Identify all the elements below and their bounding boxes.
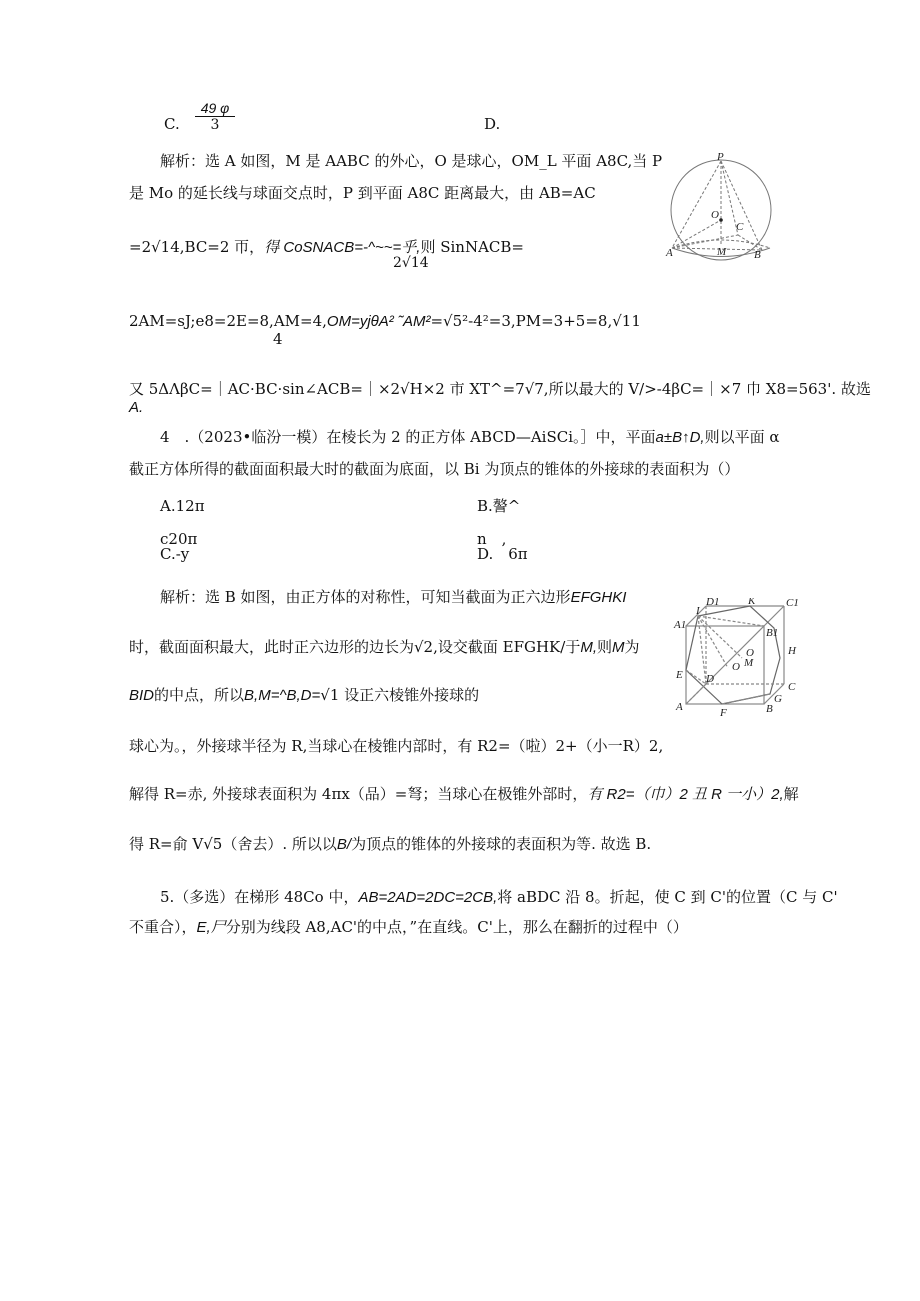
- q4-option-d-top: n ,: [477, 530, 507, 548]
- q4-text: 解得 R=赤, 外接球表面积为 4πx（品）=弩；当球心在极锥外部时，: [129, 785, 588, 803]
- fig-label: O: [711, 209, 719, 221]
- q4-text: 解: [783, 785, 799, 803]
- q4-solution-line: [129, 638, 640, 657]
- q4-text: 则: [597, 638, 613, 656]
- q4-text-italic: M: [612, 639, 625, 656]
- q3-denominator: 4: [273, 330, 283, 348]
- q5-text-italic: E,尸: [196, 919, 226, 936]
- q4-text: 得 R=俞 V√5（舍去）. 所以以: [129, 835, 337, 853]
- q4-solution-line: [129, 686, 479, 705]
- q3-text-italic: 得 CoSNACB=-^~~=乎,: [264, 239, 421, 256]
- fig-label: D1: [706, 598, 720, 608]
- fig-label: C: [788, 681, 796, 693]
- fig-label: D: [706, 673, 714, 685]
- q4-text: 时，截面面积最大，此时正六边形的边长为√2,设交截面 EFGHK/于: [129, 638, 581, 656]
- fig-label: A: [676, 701, 683, 713]
- option-c-numerator: 49 φ: [195, 100, 235, 117]
- fig-label: E: [676, 669, 683, 681]
- fig-label: P: [717, 151, 724, 163]
- option-c-label: C.: [164, 115, 180, 133]
- q5-text: 分别为线段 A8,AC'的中点，”在直线。C'上，那么在翻折的过程中（）: [225, 918, 688, 936]
- option-c-fraction: [195, 100, 235, 133]
- fig-label: M: [717, 246, 727, 258]
- fig-label: F: [720, 707, 727, 719]
- q3-text: =√5²-4²=3,PM=3+5=8,√11: [430, 312, 641, 330]
- q4-text: 解析：选 B 如图，由正方体的对称性，可知当截面为正六边形: [160, 588, 571, 606]
- fig-label: A: [666, 247, 673, 259]
- q5-text: 5.（多选）在梯形 48Co 中，: [160, 888, 359, 906]
- fig-label: B: [754, 249, 761, 261]
- q4-solution-line: 球心为。，外接球半径为 R,当球心在棱锥内部时，有 R2=（啦）2+（小一R）2,: [129, 737, 664, 755]
- fig-label: I: [696, 605, 700, 617]
- q3-text: 则 SinNACB=: [420, 238, 524, 256]
- option-d-label: D.: [484, 115, 501, 133]
- q3-solution-line: 解析：选 A 如图，M 是 AABC 的外心，O 是球心，OM_L 平面 A8C,当 P: [160, 152, 663, 170]
- q4-text: 的中点，所以: [154, 686, 245, 704]
- q4-option-c-top: c20π: [160, 530, 198, 548]
- q3-solution-line: 是 Mo 的延长线与球面交点时，P 到平面 A8C 距离最大，由 AB=AC: [129, 184, 596, 202]
- q4-text-italic: 有 R2=（巾）2 丑 R 一小）2,: [587, 786, 784, 803]
- q4-text: √1 设正六棱锥外接球的: [320, 686, 480, 704]
- q4-text-italic: EFGHKI: [570, 589, 627, 606]
- q5-text: 不重合），: [129, 918, 197, 936]
- fig-label: H: [788, 645, 796, 657]
- fig-label: O: [746, 647, 754, 659]
- q4-text: 为顶点的锥体的外接球的表面积为等. 故选 B.: [351, 835, 652, 853]
- q4-solution-line: [129, 785, 799, 804]
- q5-stem-line: [129, 918, 688, 937]
- fig-label: O: [732, 661, 740, 673]
- option-c-denominator: 3: [210, 117, 220, 133]
- q4-option-b: B.謷^: [477, 497, 521, 515]
- q4-text-italic: B,M=^B,D=: [244, 687, 321, 704]
- q3-solution-line: 又 5ΔΛβC=｜AC·BC·sin∠ACB=｜×2√H×2 市 XT^=7√7,所以最大的 V/>-4βC=｜×7 巾 X8=563'. 故选: [129, 380, 871, 398]
- q4-text-italic: a±B↑D,: [655, 429, 705, 446]
- q3-text: =2√14,BC=2 帀，: [129, 238, 265, 256]
- q4-text-italic: B/: [336, 836, 352, 853]
- q3-solution-line: [129, 238, 524, 257]
- q4-text-italic: M,: [580, 639, 597, 656]
- fig-label: B: [766, 703, 773, 715]
- q4-option-a: A.12π: [160, 497, 205, 515]
- fig-label: A1: [674, 619, 687, 631]
- q4-stem-line: 截正方体所得的截面面积最大时的截面为底面，以 Bi 为顶点的锥体的外接球的表面积为（）: [129, 460, 740, 478]
- sphere-figure: [664, 150, 779, 265]
- fig-label: K: [748, 598, 756, 607]
- cube-figure: [670, 598, 800, 723]
- fig-label: C: [736, 221, 744, 233]
- q4-option-d: D. 6π: [477, 545, 528, 563]
- q3-text: 2AM=sJ;e8=2E=8,AM=4,: [129, 312, 327, 330]
- q5-stem-line: [160, 888, 838, 907]
- fig-label: G: [774, 693, 782, 705]
- q4-option-c: C.-y: [160, 545, 190, 563]
- fig-label: M: [744, 657, 754, 669]
- q4-stem-line: [160, 428, 780, 447]
- q4-text: 则以平面 α: [704, 428, 780, 446]
- q5-text: 将 aBDC 沿 8。折起，使 C 到 C'的位置（C 与 C': [497, 888, 838, 906]
- q4-solution-line: [129, 835, 651, 854]
- q4-text: 为: [624, 638, 640, 656]
- q4-text: 4 .（2023•临汾一模）在棱长为 2 的正方体 ABCD—AiSCi。］中，平面: [160, 428, 656, 446]
- fig-label: B1: [766, 627, 779, 639]
- q3-solution-line: [129, 312, 641, 331]
- q3-denominator: 2√14: [393, 255, 429, 271]
- q3-text-italic: OM=yjθA² ˜AM²: [326, 313, 431, 330]
- q4-text-italic: BID: [129, 687, 155, 704]
- q3-solution-line: A.: [129, 399, 144, 416]
- fig-label: C1: [786, 598, 799, 609]
- q4-solution-line: [160, 588, 626, 607]
- q5-text-italic: AB=2AD=2DC=2CB,: [358, 889, 498, 906]
